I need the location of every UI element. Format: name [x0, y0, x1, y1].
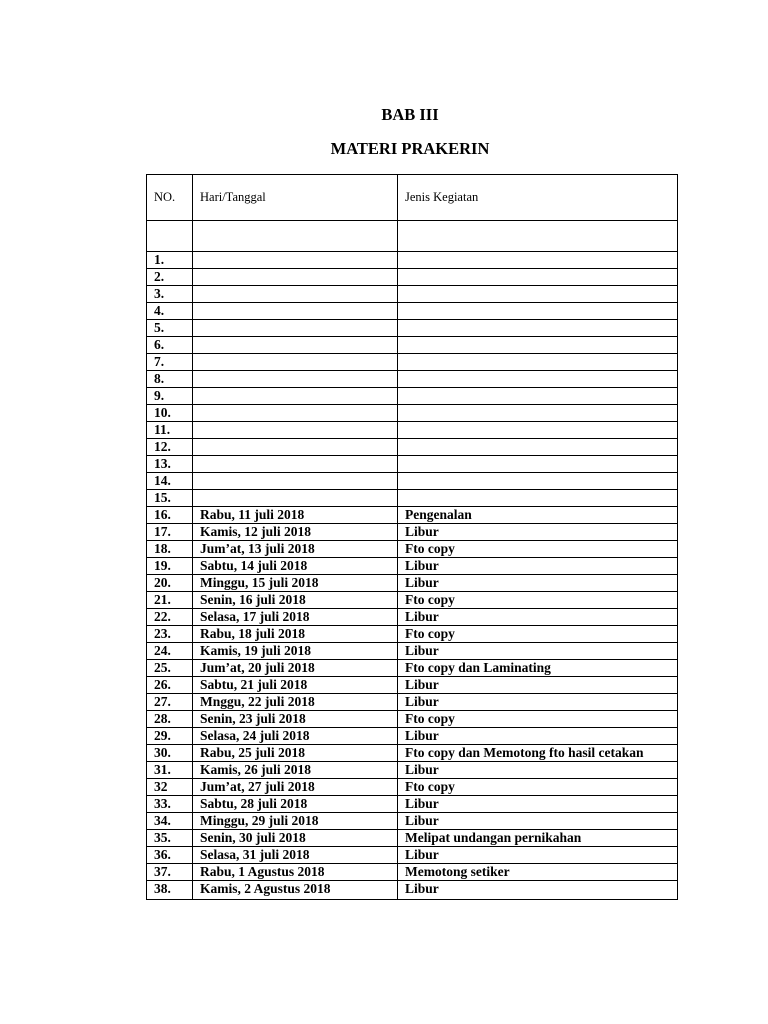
- row-number: 18.: [147, 541, 193, 558]
- row-date: Senin, 16 juli 2018: [193, 592, 398, 609]
- row-date: Sabtu, 14 juli 2018: [193, 558, 398, 575]
- row-activity: Libur: [398, 677, 678, 694]
- table-row: [147, 830, 678, 847]
- row-activity: [398, 286, 678, 303]
- table-row: [147, 575, 678, 592]
- row-number: 8.: [147, 371, 193, 388]
- table-row: [147, 626, 678, 643]
- row-activity: Fto copy dan Laminating: [398, 660, 678, 677]
- row-date: Rabu, 25 juli 2018: [193, 745, 398, 762]
- table-row: [147, 779, 678, 796]
- row-activity: Libur: [398, 609, 678, 626]
- row-number: 17.: [147, 524, 193, 541]
- document-title: MATERI PRAKERIN: [330, 139, 490, 158]
- table-row: [147, 558, 678, 575]
- row-activity: [398, 490, 678, 507]
- row-date: [193, 337, 398, 354]
- table-row: [147, 303, 678, 320]
- row-activity: Pengenalan: [398, 507, 678, 524]
- row-activity: [398, 473, 678, 490]
- row-number: 27.: [147, 694, 193, 711]
- row-date: [193, 303, 398, 320]
- table-row: [147, 677, 678, 694]
- row-activity: [398, 337, 678, 354]
- row-activity: Fto copy: [398, 592, 678, 609]
- spacer-cell: [398, 221, 678, 252]
- row-date: [193, 490, 398, 507]
- row-date: [193, 286, 398, 303]
- row-activity: Fto copy: [398, 626, 678, 643]
- row-number: 26.: [147, 677, 193, 694]
- row-date: Kamis, 12 juli 2018: [193, 524, 398, 541]
- row-activity: Fto copy: [398, 541, 678, 558]
- row-date: Senin, 23 juli 2018: [193, 711, 398, 728]
- row-date: Minggu, 29 juli 2018: [193, 813, 398, 830]
- row-number: 32: [147, 779, 193, 796]
- row-number: 9.: [147, 388, 193, 405]
- row-activity: Memotong setiker: [398, 864, 678, 881]
- empty-spacer-row: [147, 221, 678, 252]
- table-row: [147, 847, 678, 864]
- row-date: Rabu, 1 Agustus 2018: [193, 864, 398, 881]
- row-date: [193, 252, 398, 269]
- row-activity: Libur: [398, 558, 678, 575]
- row-date: [193, 422, 398, 439]
- row-date: Kamis, 26 juli 2018: [193, 762, 398, 779]
- row-number: 6.: [147, 337, 193, 354]
- table-row: [147, 337, 678, 354]
- row-number: 21.: [147, 592, 193, 609]
- row-number: 37.: [147, 864, 193, 881]
- row-activity: Libur: [398, 575, 678, 592]
- row-date: [193, 320, 398, 337]
- table-row: [147, 422, 678, 439]
- table-row: [147, 524, 678, 541]
- table-row: [147, 252, 678, 269]
- row-date: Selasa, 17 juli 2018: [193, 609, 398, 626]
- table-row: [147, 371, 678, 388]
- row-date: [193, 388, 398, 405]
- row-date: Selasa, 31 juli 2018: [193, 847, 398, 864]
- table-row: [147, 694, 678, 711]
- row-activity: Fto copy dan Memotong fto hasil cetakan: [398, 745, 678, 762]
- row-number: 23.: [147, 626, 193, 643]
- table-row: [147, 881, 678, 900]
- row-date: Rabu, 11 juli 2018: [193, 507, 398, 524]
- header-no: NO.: [147, 175, 193, 221]
- row-date: Minggu, 15 juli 2018: [193, 575, 398, 592]
- row-number: 30.: [147, 745, 193, 762]
- row-number: 7.: [147, 354, 193, 371]
- row-number: 1.: [147, 252, 193, 269]
- table-row: [147, 320, 678, 337]
- row-activity: [398, 405, 678, 422]
- row-number: 5.: [147, 320, 193, 337]
- table-row: [147, 711, 678, 728]
- row-number: 29.: [147, 728, 193, 745]
- row-date: [193, 473, 398, 490]
- row-activity: Libur: [398, 762, 678, 779]
- row-activity: Fto copy: [398, 779, 678, 796]
- row-activity: [398, 320, 678, 337]
- row-activity: Libur: [398, 796, 678, 813]
- row-number: 15.: [147, 490, 193, 507]
- row-date: [193, 371, 398, 388]
- row-number: 10.: [147, 405, 193, 422]
- row-activity: [398, 303, 678, 320]
- row-date: Sabtu, 21 juli 2018: [193, 677, 398, 694]
- table-body: [147, 221, 678, 900]
- row-activity: [398, 439, 678, 456]
- row-date: Selasa, 24 juli 2018: [193, 728, 398, 745]
- row-date: Kamis, 2 Agustus 2018: [193, 881, 398, 900]
- row-number: 20.: [147, 575, 193, 592]
- table-row: [147, 864, 678, 881]
- spacer-cell: [193, 221, 398, 252]
- row-number: 35.: [147, 830, 193, 847]
- table-row: [147, 762, 678, 779]
- table-row: [147, 354, 678, 371]
- row-number: 14.: [147, 473, 193, 490]
- row-number: 3.: [147, 286, 193, 303]
- table-row: [147, 507, 678, 524]
- row-date: Rabu, 18 juli 2018: [193, 626, 398, 643]
- row-number: 16.: [147, 507, 193, 524]
- table-row: [147, 388, 678, 405]
- row-activity: [398, 422, 678, 439]
- row-activity: [398, 252, 678, 269]
- row-date: Mnggu, 22 juli 2018: [193, 694, 398, 711]
- table-row: [147, 405, 678, 422]
- row-activity: Libur: [398, 728, 678, 745]
- row-activity: Libur: [398, 524, 678, 541]
- row-date: Sabtu, 28 juli 2018: [193, 796, 398, 813]
- row-activity: [398, 354, 678, 371]
- table-row: [147, 660, 678, 677]
- row-activity: Libur: [398, 847, 678, 864]
- row-number: 38.: [147, 881, 193, 900]
- row-date: Jum’at, 20 juli 2018: [193, 660, 398, 677]
- row-number: 24.: [147, 643, 193, 660]
- row-date: Senin, 30 juli 2018: [193, 830, 398, 847]
- row-number: 31.: [147, 762, 193, 779]
- table-row: [147, 439, 678, 456]
- table-row: [147, 796, 678, 813]
- table-row: [147, 592, 678, 609]
- table-row: [147, 286, 678, 303]
- row-date: [193, 354, 398, 371]
- row-activity: [398, 371, 678, 388]
- row-activity: Libur: [398, 694, 678, 711]
- row-number: 36.: [147, 847, 193, 864]
- row-activity: Libur: [398, 643, 678, 660]
- table-row: [147, 541, 678, 558]
- row-activity: [398, 388, 678, 405]
- table-row: [147, 473, 678, 490]
- chapter-heading: BAB III: [381, 105, 439, 124]
- row-activity: [398, 269, 678, 286]
- table-row: [147, 728, 678, 745]
- row-number: 19.: [147, 558, 193, 575]
- row-number: 33.: [147, 796, 193, 813]
- table-row: [147, 745, 678, 762]
- header-activity: Jenis Kegiatan: [398, 175, 678, 221]
- row-date: Jum’at, 13 juli 2018: [193, 541, 398, 558]
- row-date: [193, 405, 398, 422]
- activity-table: [146, 174, 678, 900]
- row-number: 28.: [147, 711, 193, 728]
- row-activity: Libur: [398, 813, 678, 830]
- header-date: Hari/Tanggal: [193, 175, 398, 221]
- table-row: [147, 456, 678, 473]
- table-row: [147, 490, 678, 507]
- row-activity: Fto copy: [398, 711, 678, 728]
- table-row: [147, 609, 678, 626]
- row-number: 25.: [147, 660, 193, 677]
- row-date: [193, 269, 398, 286]
- row-activity: Melipat undangan pernikahan: [398, 830, 678, 847]
- table-row: [147, 269, 678, 286]
- row-date: [193, 439, 398, 456]
- row-number: 34.: [147, 813, 193, 830]
- spacer-cell: [147, 221, 193, 252]
- table-row: [147, 643, 678, 660]
- row-date: Jum’at, 27 juli 2018: [193, 779, 398, 796]
- table-header-row: [147, 175, 678, 221]
- row-number: 22.: [147, 609, 193, 626]
- row-number: 11.: [147, 422, 193, 439]
- row-number: 13.: [147, 456, 193, 473]
- row-number: 2.: [147, 269, 193, 286]
- row-number: 12.: [147, 439, 193, 456]
- row-date: Kamis, 19 juli 2018: [193, 643, 398, 660]
- table-row: [147, 813, 678, 830]
- row-number: 4.: [147, 303, 193, 320]
- row-activity: Libur: [398, 881, 678, 900]
- row-date: [193, 456, 398, 473]
- row-activity: [398, 456, 678, 473]
